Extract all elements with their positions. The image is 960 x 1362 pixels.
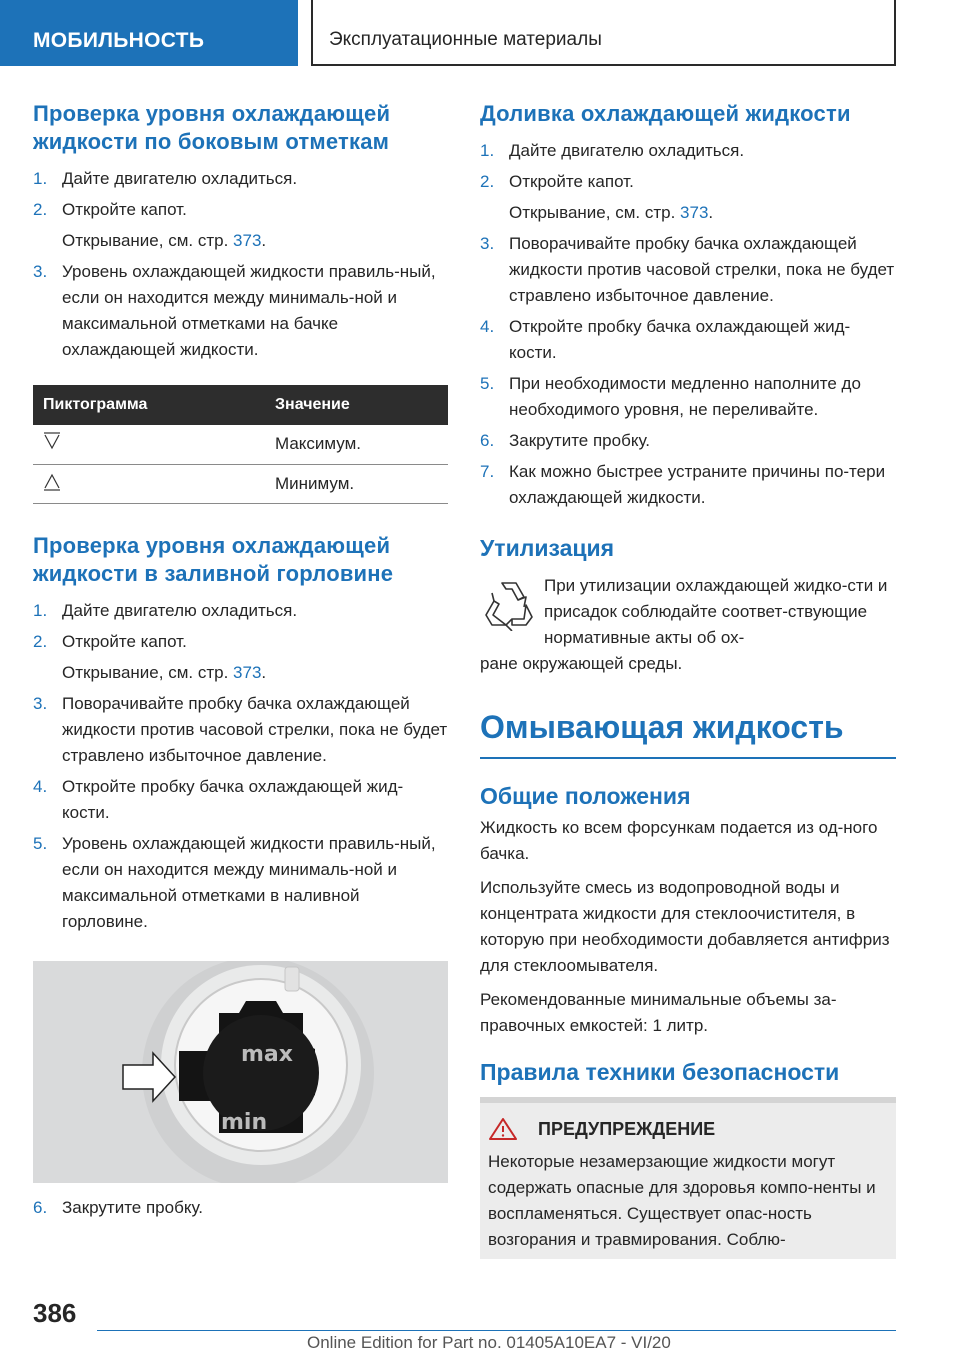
warning-box [480,1103,896,1259]
list-item: 2. Откройте капот. [33,200,187,219]
pictogram-table [33,385,448,504]
list-item: 5. При необходимости медленно наполните до необходимого уровня, не переливайте. [480,374,861,419]
page-link[interactable]: 373 [233,662,262,682]
list-item: 2. Откройте капот. [33,631,187,651]
header-chapter: Эксплуатационные материалы [311,0,896,66]
list-item: 2. Откройте капот. [480,172,634,191]
chapter-title-washer-fluid: Омывающая жидкость [480,709,844,745]
list-item: 6. Закрутите пробку. [480,431,650,450]
warning-title: ПРЕДУПРЕЖДЕНИЕ [538,1118,716,1139]
list-item: 3. Уровень охлаждающей жидкости правиль-ный, если он находится между минималь-ной и максимальной отметками на бачке охлаждающей жидкости. [33,262,436,359]
table-header-pictogram: Пиктограмма [33,385,265,425]
max-mark-icon [43,431,61,453]
recycle-icon [480,573,538,631]
list-item: 7. Как можно быстрее устраните причины по-тери охлаждающей жидкости. [480,462,886,507]
min-mark-label: min [221,1109,268,1135]
left-column [33,100,448,1226]
table-row [33,425,448,464]
coolant-cap-photo [33,961,448,1183]
page-number: 386 [33,1298,77,1328]
list-item: 1. Дайте двигателю охладиться. [33,169,298,188]
list-item: 1. Дайте двигателю охладиться. [480,141,745,160]
table-row [33,464,448,503]
list-item: 1. Дайте двигателю охладиться. [33,600,298,620]
warning-text: Некоторые незамерзающие жидкости могут содержать опасные для здоровья компо-ненты и воспламеняться. Существует опас-ность возгорания и травмирования. Соблю- [488,1152,876,1249]
opening-reference: Открывание, см. стр. 373. [62,231,267,250]
title-rule [480,757,896,759]
table-header-meaning: Значение [265,385,448,425]
footer-edition: Online Edition for Part no. 01405A10EA7 - VI/20 [307,1333,671,1352]
section-title-safety: Правила техники безопасности [480,1059,840,1085]
page-link[interactable]: 373 [233,231,262,250]
section-title-disposal: Утилизация [480,535,615,561]
opening-reference: Открывание, см. стр. 373. [509,203,714,222]
section-title-general: Общие положения [480,783,691,809]
opening-reference: Открывание, см. стр. 373. [62,662,267,682]
table-cell-value: Минимум. [265,464,448,503]
section-title-filler-neck: Проверка уровня охлаждающей жидкости в заливной горловине [33,532,394,586]
list-item: 3. Поворачивайте пробку бачка охлаждающей жидкости против часовой стрелки, пока не будет стравлено избыточное давление. [33,693,448,765]
right-column: Доливка охлаждающей жидкости 1. Дайте двигателю охладиться. 2. Откройте капот. Открывание, см. стр. 373. 3. Поворачивайте пробку бачка охлаждающей жидкости против часовой стрелки, пока не будет стравлено избыточное давление. 4. Откройте пробку бачка охлаждающей жид-кости. 5. При необходимости медленно наполните до необходимого уровня, не переливайте. 6. Закрутите пробку. 7. Как можно быстрее устраните причины по-тери охлаждающей жидкости. Утилизация При утилизации охлаждающей жидко-сти и присадок соблюдайте соответ-ствующие нормативные акты об ох- ране окружающей среды. Омывающая жидкость Общие положения Жидкость ко всем форсункам подается из од-ного бачка. Используйте смесь из водопроводной воды и концентрата жидкости для стеклоочистителя, в которую при необходимости добавляется антифриз для стеклоомывателя. Рекомендованные минимальные объемы за-правочных емкостей: 1 литр. Правила техники безопасности ПРЕДУПРЕЖДЕНИЕ Некоторые незамерзающие жидкости могут содержать опасные для здоровья компо-ненты и воспламеняться. Существует опас-ность возгорания и травмирования. Соблю- [480,100,896,1259]
warning-triangle-icon [488,1117,518,1141]
list-item: 3. Поворачивайте пробку бачка охлаждающей жидкости против часовой стрелки, пока не будет стравлено избыточное давление. [480,234,895,305]
footer-rule [97,1330,896,1331]
disposal-note: При утилизации охлаждающей жидко-сти и присадок соблюдайте соответ-ствующие нормативные акты об ох- [480,573,896,651]
header-section: МОБИЛЬНОСТЬ [0,0,298,66]
max-mark-label: max [241,1041,293,1067]
section-title-top-up: Доливка охлаждающей жидкости [480,101,851,126]
min-mark-icon [43,470,61,492]
table-cell-value: Максимум. [265,425,448,464]
list-item: 4. Откройте пробку бачка охлаждающей жид-кости. [480,317,851,362]
list-item: 6. Закрутите пробку. [33,1197,203,1217]
list-item: 4. Откройте пробку бачка охлаждающей жид-кости. [33,776,404,822]
list-item: 5. Уровень охлаждающей жидкости правиль-ный, если он находится между минималь-ной и максимальной отметками в наливной горловине. [33,833,436,931]
page-link[interactable]: 373 [680,203,709,222]
section-title-side-marks: Проверка уровня охлаждающей жидкости по боковым отметкам [33,101,391,154]
